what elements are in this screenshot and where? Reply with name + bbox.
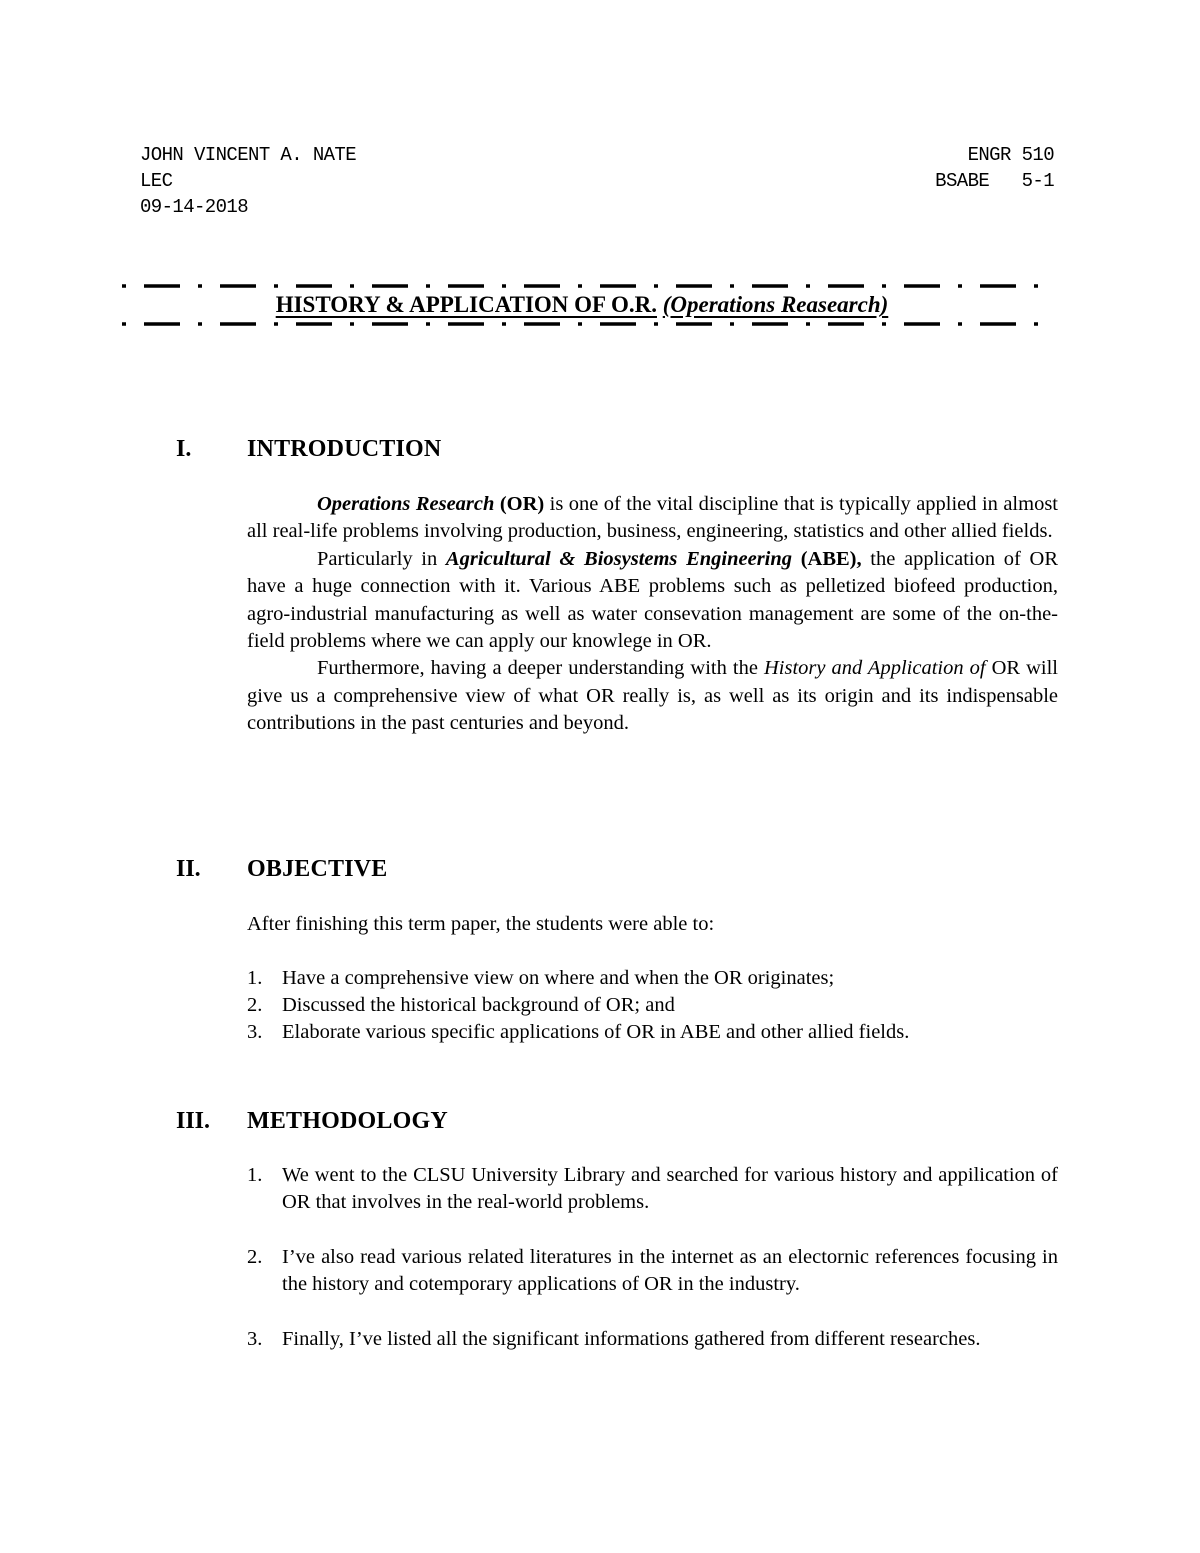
methodology-list [247,1162,1058,1353]
list-item [247,1244,1058,1298]
list-number: 3. [247,1021,263,1043]
text-run: Particularly in [317,547,446,570]
term-or: (OR) [499,493,545,515]
section-label: METHODOLOGY [247,1108,448,1134]
course-info [935,142,1054,194]
section-number: II. [176,856,201,882]
section-heading-introduction [176,434,441,464]
class-type: LEC [140,170,173,192]
term-abe-abbr: (ABE), [800,547,862,570]
list-number: 1. [247,967,263,989]
list-text: Finally, I’ve listed all the significant informations gathered from different researches. [282,1328,981,1350]
list-text: Have a comprehensive view on where and when the OR originates; [282,967,835,989]
section-heading-methodology [176,1106,448,1136]
list-text: Elaborate various specific applications of OR in ABE and other allied fields. [282,1021,910,1043]
author-info [140,142,356,220]
text-run: Furthermore, having a deeper understanding with the [317,657,764,680]
title-main: HISTORY & APPLICATION OF O.R. [275,292,657,317]
introduction-body [247,491,1058,738]
term-history-application: History and Application of [763,657,986,680]
title-border-top [122,284,1042,288]
section-label: INTRODUCTION [247,436,442,462]
list-text: Discussed the historical background of OR; and [282,994,675,1016]
author-name: JOHN VINCENT A. NATE [140,144,357,166]
intro-paragraph-2 [247,546,1058,656]
section-number: I. [176,436,192,462]
list-item [247,965,1058,992]
section-code: BSABE 5-1 [935,170,1054,192]
term-operations-research: Operations Research [317,493,495,515]
list-text: I’ve also read various related literatures in the internet as an electornic references focusing in the history and cotemporary applications of OR in the industry. [282,1246,1058,1295]
list-number: 2. [247,1246,263,1268]
objective-list [247,965,1058,1046]
intro-paragraph-3 [247,655,1058,737]
text-run: the application of OR have a huge connection with it. Various ABE problems such as pelletized biofeed production, agro-industrial manufacturing as well as water consevation management are some of the on-the-field problems where we can apply our knowlege in OR. [247,547,1058,653]
list-item [247,1019,1058,1046]
list-number: 3. [247,1328,263,1350]
list-text: We went to the CLSU University Library and searched for various history and appilication of OR that involves in the real-world problems. [282,1164,1058,1213]
title-box [122,284,1042,324]
section-number: III. [176,1108,211,1134]
list-number: 2. [247,994,263,1016]
document-title [102,290,1062,320]
date: 09-14-2018 [140,196,249,218]
title-border-bottom [122,322,1042,326]
course-code: ENGR 510 [967,144,1054,166]
list-item [247,1162,1058,1216]
list-number: 1. [247,1164,263,1186]
section-label: OBJECTIVE [247,856,388,882]
intro-paragraph-1 [247,491,1058,546]
section-heading-objective [176,854,388,884]
title-sub: (Operations Reasearch) [662,292,889,317]
list-item [247,992,1058,1019]
term-abe: Agricultural & Biosystems Engineering [445,547,793,570]
text-run: OR will give us a comprehensive view of what OR really is, as well as its origin and its indispensable contributions in the past centuries and beyond. [247,657,1058,735]
list-item [247,1326,1058,1353]
text-run [792,548,801,570]
objective-lead: After finishing this term paper, the students were able to: [247,913,715,935]
text-run: is one of the vital discipline that is typically applied in almost all real-life problems involving production, business, engineering, statistics and other allied fields. [247,493,1058,543]
